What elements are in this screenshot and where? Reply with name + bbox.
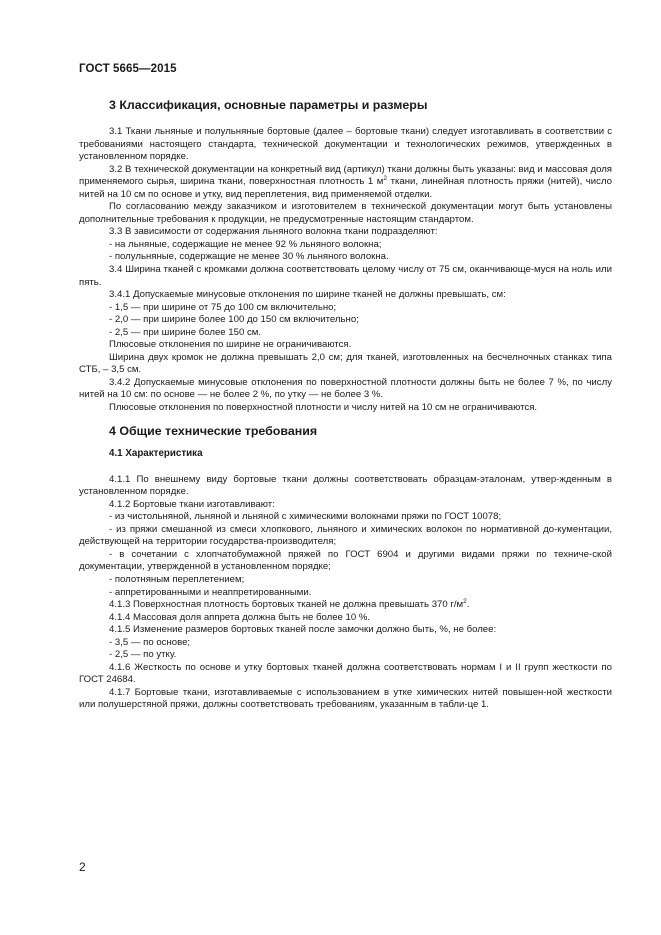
paragraph-4-1-6: 4.1.6 Жесткость по основе и утку бортовых тканей должна соответствовать нормам I и II групп жесткости по ГОСТ 24684. [79, 661, 612, 686]
page-number: 2 [79, 860, 86, 874]
list-item-pure-linen: - из чистольняной, льняной и льняной с химическими волокнами пряжи по ГОСТ 10078; [109, 511, 502, 523]
paragraph-plus-density: Плюсовые отклонения по поверхностной плотности и числу нитей на 10 см не ограничиваются. [109, 402, 538, 414]
section-4-title: 4 Общие технические требования [109, 423, 318, 438]
paragraph-3-1: 3.1 Ткани льняные и полульняные бортовые (далее – бортовые ткани) следует изготавливать в соответствии с требованиями настоящего стандарта, технической документации и технологических режимов, утвержденных в установленном порядке. [79, 126, 612, 163]
list-item-linen: - на льняные, содержащие не менее 92 % льняного волокна; [109, 238, 382, 250]
paragraph-3-2: 3.2 В технической документации на конкретный вид (артикул) ткани должны быть указаны: вид и массовая доля применяемого сырья, ширина ткани, поверхностная плотность 1 $м^2$ ткани, линейная плотность пряжи (нитей), число нитей на 10 см по основе и утку, вид переплетения, вид применяемой отделки. [79, 163, 612, 200]
paragraph-4-1-2: 4.1.2 Бортовые ткани изготавливают: [109, 498, 275, 510]
subsection-4-1-title: 4.1 Характеристика [109, 447, 203, 459]
paragraph-selvedge-width: Ширина двух кромок не должна превышать 2,0 см; для тканей, изготовленных на бесчелночных станках типа СТБ, – 3,5 см. [79, 351, 612, 376]
paragraph-4-1-5: 4.1.5 Изменение размеров бортовых тканей после замочки должно быть, %, не более: [109, 624, 497, 636]
list-item-mixed-yarn: - из пряжи смешанной из смеси хлопкового, льняного и химических волокон по нормативной до-кументации, действующей на территории государства-производителя; [79, 523, 612, 548]
paragraph-4-1-1: 4.1.1 По внешнему виду бортовые ткани должны соответствовать образцам-эталонам, утвер-жденным в установленном порядке. [79, 473, 612, 498]
list-item-width-2: - 2,0 — при ширине более 100 до 150 см включительно; [109, 314, 359, 326]
paragraph-3-4-1: 3.4.1 Допускаемые минусовые отклонения по ширине тканей не должны превышать, см: [109, 289, 506, 301]
list-item-cotton-yarn: - в сочетании с хлопчатобумажной пряжей по ГОСТ 6904 и другими видами пряжи по техниче-ской документации, утвержденной в установленном порядке; [79, 548, 612, 573]
list-item-width-3: - 2,5 — при ширине более 150 см. [109, 326, 262, 338]
paragraph-3-4-2: 3.4.2 Допускаемые минусовые отклонения по поверхностной плотности должны быть не более 7 %, по числу нитей на 10 см: по основе — не более 2 %, по утку — не более 3 %. [79, 376, 612, 401]
document-code-header: ГОСТ 5665—2015 [79, 63, 177, 75]
paragraph-4-1-3: 4.1.3 Поверхностная плотность бортовых тканей не должна превышать 370 $г/м^2$. [109, 597, 470, 611]
section-3-title: 3 Классификация, основные параметры и размеры [109, 98, 428, 112]
paragraph-4-1-4: 4.1.4 Массовая доля аппрета должна быть не более 10 %. [109, 611, 371, 623]
list-item-width-1: - 1,5 — при ширине от 75 до 100 см включительно; [109, 301, 337, 313]
list-item-half-linen: - полульняные, содержащие не менее 30 % льняного волокна. [109, 251, 389, 263]
list-item-plain-weave: - полотняным переплетением; [109, 573, 245, 585]
list-item-weft: - 2,5 — по утку. [109, 649, 177, 661]
list-item-warp: - 3,5 — по основе; [109, 636, 191, 648]
paragraph-4-1-7: 4.1.7 Бортовые ткани, изготавливаемые с использованием в утке химических нитей повышен-ной жесткости или полушерстяной пряжи, должны соответствовать требованиям, указанным в табли-це 1. [79, 686, 612, 711]
paragraph-3-3: 3.3 В зависимости от содержания льняного волокна ткани подразделяют: [109, 226, 438, 238]
paragraph-3-4: 3.4 Ширина тканей с кромками должна соответствовать целому числу от 75 см, оканчивающе-муся на ноль или пять. [79, 264, 612, 288]
paragraph-plus-width: Плюсовые отклонения по ширине не ограничиваются. [109, 339, 352, 351]
page-body [79, 98, 612, 712]
paragraph-3-2-agreement: По согласованию между заказчиком и изготовителем в технической документации могут быть установлены дополнительные требования к продукции, не предусмотренные настоящим стандартом. [79, 201, 612, 225]
list-item-finishing: - аппретированными и неаппретированными. [109, 586, 312, 598]
